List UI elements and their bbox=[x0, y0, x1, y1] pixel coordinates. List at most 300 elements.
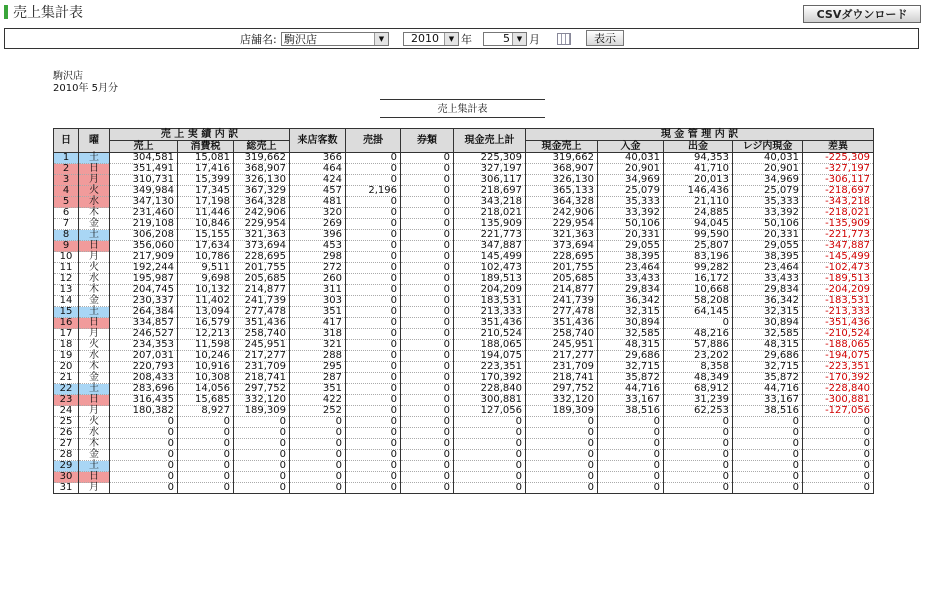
value-cell: 0 bbox=[346, 164, 401, 175]
day-cell: 8 bbox=[54, 230, 79, 241]
value-cell: 396 bbox=[290, 230, 346, 241]
value-cell: 94,353 bbox=[664, 153, 733, 164]
value-cell: 347,130 bbox=[110, 197, 178, 208]
value-cell: 319,662 bbox=[234, 153, 290, 164]
value-cell: 228,840 bbox=[454, 384, 526, 395]
value-cell: 192,244 bbox=[110, 263, 178, 274]
value-cell: 304,581 bbox=[110, 153, 178, 164]
header-register-cash: レジ内現金 bbox=[733, 141, 803, 153]
value-cell: 0 bbox=[598, 439, 664, 450]
value-cell: 242,906 bbox=[526, 208, 598, 219]
value-cell: 0 bbox=[664, 461, 733, 472]
value-cell: 417 bbox=[290, 318, 346, 329]
value-cell: 234,353 bbox=[110, 340, 178, 351]
value-cell: 0 bbox=[234, 417, 290, 428]
dow-cell: 木 bbox=[79, 362, 110, 373]
header-dow: 曜 bbox=[79, 129, 110, 153]
value-cell: 0 bbox=[803, 439, 874, 450]
dow-cell: 土 bbox=[79, 153, 110, 164]
value-cell: 366 bbox=[290, 153, 346, 164]
header-tax: 消費税 bbox=[178, 141, 234, 153]
value-cell: 0 bbox=[178, 428, 234, 439]
header-day: 日 bbox=[54, 129, 79, 153]
value-cell: 21,110 bbox=[664, 197, 733, 208]
value-cell: 32,315 bbox=[733, 307, 803, 318]
value-cell: 0 bbox=[401, 351, 454, 362]
value-cell: 0 bbox=[346, 384, 401, 395]
value-cell: 217,909 bbox=[110, 252, 178, 263]
value-cell: 32,585 bbox=[733, 329, 803, 340]
value-cell: 225,309 bbox=[454, 153, 526, 164]
value-cell: 0 bbox=[401, 307, 454, 318]
value-cell: 351,436 bbox=[454, 318, 526, 329]
value-cell: 364,328 bbox=[526, 197, 598, 208]
value-cell: 20,013 bbox=[664, 175, 733, 186]
month-select[interactable] bbox=[483, 32, 527, 46]
value-cell: 62,253 bbox=[664, 406, 733, 417]
report-store-info bbox=[53, 71, 118, 95]
day-cell: 29 bbox=[54, 461, 79, 472]
value-cell: 272 bbox=[290, 263, 346, 274]
value-cell: 326,130 bbox=[526, 175, 598, 186]
value-cell: 44,716 bbox=[598, 384, 664, 395]
value-cell: 0 bbox=[346, 307, 401, 318]
sales-summary-table bbox=[53, 128, 874, 494]
value-cell: 208,433 bbox=[110, 373, 178, 384]
header-deposit: 入金 bbox=[598, 141, 664, 153]
value-cell: 0 bbox=[346, 296, 401, 307]
value-cell: 35,872 bbox=[598, 373, 664, 384]
value-cell: 219,108 bbox=[110, 219, 178, 230]
value-cell: 9,698 bbox=[178, 274, 234, 285]
value-cell: 48,315 bbox=[598, 340, 664, 351]
value-cell: 0 bbox=[401, 296, 454, 307]
value-cell: -213,333 bbox=[803, 307, 874, 318]
value-cell: 11,598 bbox=[178, 340, 234, 351]
value-cell: 0 bbox=[598, 461, 664, 472]
value-cell: 0 bbox=[234, 450, 290, 461]
header-difference: 差異 bbox=[803, 141, 874, 153]
table-row bbox=[54, 186, 874, 197]
value-cell: 332,120 bbox=[234, 395, 290, 406]
value-cell: 11,402 bbox=[178, 296, 234, 307]
value-cell: 34,969 bbox=[733, 175, 803, 186]
value-cell: -306,117 bbox=[803, 175, 874, 186]
year-suffix: 年 bbox=[461, 32, 472, 46]
dow-cell: 木 bbox=[79, 285, 110, 296]
dow-cell: 土 bbox=[79, 384, 110, 395]
value-cell: 464 bbox=[290, 164, 346, 175]
value-cell: 35,333 bbox=[733, 197, 803, 208]
table-row bbox=[54, 208, 874, 219]
value-cell: 245,951 bbox=[526, 340, 598, 351]
day-cell: 22 bbox=[54, 384, 79, 395]
value-cell: 41,710 bbox=[664, 164, 733, 175]
value-cell: 231,709 bbox=[526, 362, 598, 373]
value-cell: -218,697 bbox=[803, 186, 874, 197]
value-cell: 0 bbox=[401, 241, 454, 252]
value-cell: 0 bbox=[454, 483, 526, 494]
value-cell: 14,056 bbox=[178, 384, 234, 395]
year-select[interactable] bbox=[403, 32, 459, 46]
value-cell: 10,308 bbox=[178, 373, 234, 384]
page-title: 売上集計表 bbox=[13, 5, 83, 21]
value-cell: 258,740 bbox=[234, 329, 290, 340]
value-cell: 217,277 bbox=[526, 351, 598, 362]
value-cell: 0 bbox=[290, 439, 346, 450]
value-cell: -300,881 bbox=[803, 395, 874, 406]
value-cell: 24,885 bbox=[664, 208, 733, 219]
value-cell: 297,752 bbox=[234, 384, 290, 395]
value-cell: 48,216 bbox=[664, 329, 733, 340]
value-cell: 0 bbox=[401, 439, 454, 450]
value-cell: 16,172 bbox=[664, 274, 733, 285]
value-cell: 99,282 bbox=[664, 263, 733, 274]
value-cell: -327,197 bbox=[803, 164, 874, 175]
value-cell: 0 bbox=[664, 483, 733, 494]
value-cell: 0 bbox=[401, 252, 454, 263]
store-label: 店舗名: bbox=[240, 32, 277, 46]
value-cell: 10,916 bbox=[178, 362, 234, 373]
value-cell: 15,081 bbox=[178, 153, 234, 164]
table-row bbox=[54, 362, 874, 373]
value-cell: 0 bbox=[346, 263, 401, 274]
value-cell: 316,435 bbox=[110, 395, 178, 406]
table-row bbox=[54, 351, 874, 362]
table-row bbox=[54, 461, 874, 472]
value-cell: 0 bbox=[803, 450, 874, 461]
table-row bbox=[54, 450, 874, 461]
value-cell: 0 bbox=[598, 483, 664, 494]
value-cell: 260 bbox=[290, 274, 346, 285]
value-cell: 0 bbox=[598, 450, 664, 461]
value-cell: 0 bbox=[401, 175, 454, 186]
value-cell: 0 bbox=[346, 362, 401, 373]
value-cell: -218,021 bbox=[803, 208, 874, 219]
dow-cell: 木 bbox=[79, 439, 110, 450]
day-cell: 16 bbox=[54, 318, 79, 329]
day-cell: 26 bbox=[54, 428, 79, 439]
value-cell: 0 bbox=[664, 472, 733, 483]
value-cell: 207,031 bbox=[110, 351, 178, 362]
day-cell: 18 bbox=[54, 340, 79, 351]
chevron-down-icon: ▼ bbox=[374, 33, 388, 45]
value-cell: 213,333 bbox=[454, 307, 526, 318]
value-cell: 0 bbox=[526, 472, 598, 483]
value-cell: 306,117 bbox=[454, 175, 526, 186]
title-accent-bar bbox=[4, 5, 8, 19]
value-cell: 0 bbox=[178, 450, 234, 461]
value-cell: 0 bbox=[401, 362, 454, 373]
day-cell: 10 bbox=[54, 252, 79, 263]
dow-cell: 水 bbox=[79, 197, 110, 208]
value-cell: 29,686 bbox=[598, 351, 664, 362]
value-cell: 36,342 bbox=[598, 296, 664, 307]
value-cell: 183,531 bbox=[454, 296, 526, 307]
value-cell: 0 bbox=[234, 472, 290, 483]
value-cell: 0 bbox=[346, 230, 401, 241]
value-cell: 0 bbox=[178, 417, 234, 428]
value-cell: 321 bbox=[290, 340, 346, 351]
dow-cell: 月 bbox=[79, 483, 110, 494]
table-row bbox=[54, 417, 874, 428]
value-cell: 351,491 bbox=[110, 164, 178, 175]
value-cell: 201,755 bbox=[526, 263, 598, 274]
value-cell: -343,218 bbox=[803, 197, 874, 208]
value-cell: 311 bbox=[290, 285, 346, 296]
value-cell: 12,213 bbox=[178, 329, 234, 340]
value-cell: 0 bbox=[454, 450, 526, 461]
value-cell: 33,167 bbox=[598, 395, 664, 406]
value-cell: 0 bbox=[401, 219, 454, 230]
value-cell: 0 bbox=[401, 318, 454, 329]
value-cell: 23,464 bbox=[733, 263, 803, 274]
value-cell: 424 bbox=[290, 175, 346, 186]
value-cell: 102,473 bbox=[454, 263, 526, 274]
value-cell: -194,075 bbox=[803, 351, 874, 362]
value-cell: 8,927 bbox=[178, 406, 234, 417]
value-cell: 229,954 bbox=[526, 219, 598, 230]
value-cell: 349,984 bbox=[110, 186, 178, 197]
table-row bbox=[54, 373, 874, 384]
value-cell: 38,516 bbox=[598, 406, 664, 417]
value-cell: 334,857 bbox=[110, 318, 178, 329]
value-cell: 0 bbox=[401, 483, 454, 494]
value-cell: 368,907 bbox=[234, 164, 290, 175]
report-store-name: 駒沢店 bbox=[53, 71, 83, 82]
value-cell: 351,436 bbox=[234, 318, 290, 329]
value-cell: 0 bbox=[178, 439, 234, 450]
dow-cell: 水 bbox=[79, 274, 110, 285]
value-cell: 68,912 bbox=[664, 384, 733, 395]
dow-cell: 日 bbox=[79, 241, 110, 252]
value-cell: 135,909 bbox=[454, 219, 526, 230]
value-cell: 0 bbox=[401, 153, 454, 164]
value-cell: -145,499 bbox=[803, 252, 874, 263]
value-cell: 32,585 bbox=[598, 329, 664, 340]
value-cell: 0 bbox=[733, 461, 803, 472]
value-cell: 221,773 bbox=[454, 230, 526, 241]
value-cell: 0 bbox=[290, 450, 346, 461]
header-voucher: 券類 bbox=[401, 129, 454, 153]
value-cell: 0 bbox=[664, 428, 733, 439]
value-cell: -221,773 bbox=[803, 230, 874, 241]
header-cash-total: 現金売上計 bbox=[454, 129, 526, 153]
value-cell: 0 bbox=[346, 428, 401, 439]
value-cell: 29,055 bbox=[598, 241, 664, 252]
value-cell: 0 bbox=[346, 252, 401, 263]
day-cell: 30 bbox=[54, 472, 79, 483]
store-select[interactable] bbox=[281, 32, 389, 46]
value-cell: 0 bbox=[346, 483, 401, 494]
day-cell: 20 bbox=[54, 362, 79, 373]
value-cell: -189,513 bbox=[803, 274, 874, 285]
table-row bbox=[54, 274, 874, 285]
value-cell: 218,741 bbox=[526, 373, 598, 384]
value-cell: 223,351 bbox=[454, 362, 526, 373]
value-cell: 29,834 bbox=[733, 285, 803, 296]
table-row bbox=[54, 483, 874, 494]
value-cell: -102,473 bbox=[803, 263, 874, 274]
value-cell: 0 bbox=[664, 439, 733, 450]
value-cell: 210,524 bbox=[454, 329, 526, 340]
dow-cell: 月 bbox=[79, 406, 110, 417]
value-cell: 218,021 bbox=[454, 208, 526, 219]
value-cell: 205,685 bbox=[234, 274, 290, 285]
value-cell: 0 bbox=[526, 417, 598, 428]
value-cell: 48,349 bbox=[664, 373, 733, 384]
value-cell: 326,130 bbox=[234, 175, 290, 186]
header-cash-group: 現 金 管 理 内 訳 bbox=[526, 129, 874, 141]
value-cell: 10,846 bbox=[178, 219, 234, 230]
dow-cell: 土 bbox=[79, 461, 110, 472]
value-cell: 36,342 bbox=[733, 296, 803, 307]
table-row bbox=[54, 307, 874, 318]
csv-download-button[interactable]: CSVダウンロード bbox=[803, 5, 921, 23]
day-cell: 23 bbox=[54, 395, 79, 406]
value-cell: 0 bbox=[346, 241, 401, 252]
value-cell: 0 bbox=[346, 472, 401, 483]
header-withdrawal: 出金 bbox=[664, 141, 733, 153]
year-select-value: 2010 bbox=[411, 32, 439, 45]
value-cell: 0 bbox=[526, 450, 598, 461]
value-cell: 64,145 bbox=[664, 307, 733, 318]
value-cell: 351 bbox=[290, 384, 346, 395]
value-cell: 0 bbox=[346, 406, 401, 417]
value-cell: 38,395 bbox=[598, 252, 664, 263]
day-cell: 12 bbox=[54, 274, 79, 285]
value-cell: 0 bbox=[346, 373, 401, 384]
value-cell: 0 bbox=[733, 483, 803, 494]
day-cell: 4 bbox=[54, 186, 79, 197]
value-cell: 0 bbox=[733, 450, 803, 461]
value-cell: 0 bbox=[664, 417, 733, 428]
dow-cell: 月 bbox=[79, 329, 110, 340]
value-cell: 241,739 bbox=[526, 296, 598, 307]
table-row bbox=[54, 428, 874, 439]
table-row bbox=[54, 263, 874, 274]
value-cell: 31,239 bbox=[664, 395, 733, 406]
value-cell: 0 bbox=[346, 197, 401, 208]
value-cell: 38,395 bbox=[733, 252, 803, 263]
dow-cell: 火 bbox=[79, 417, 110, 428]
value-cell: -183,531 bbox=[803, 296, 874, 307]
value-cell: 44,716 bbox=[733, 384, 803, 395]
table-row bbox=[54, 384, 874, 395]
value-cell: 94,045 bbox=[664, 219, 733, 230]
dow-cell: 金 bbox=[79, 296, 110, 307]
value-cell: 0 bbox=[526, 439, 598, 450]
chevron-down-icon: ▼ bbox=[512, 33, 526, 45]
value-cell: 351,436 bbox=[526, 318, 598, 329]
value-cell: 0 bbox=[110, 472, 178, 483]
value-cell: 0 bbox=[401, 230, 454, 241]
value-cell: 218,697 bbox=[454, 186, 526, 197]
table-row bbox=[54, 285, 874, 296]
value-cell: 17,634 bbox=[178, 241, 234, 252]
table-row bbox=[54, 318, 874, 329]
value-cell: 0 bbox=[401, 340, 454, 351]
page-header bbox=[4, 4, 83, 20]
value-cell: 422 bbox=[290, 395, 346, 406]
value-cell: 195,987 bbox=[110, 274, 178, 285]
value-cell: 347,887 bbox=[454, 241, 526, 252]
value-cell: 10,668 bbox=[664, 285, 733, 296]
table-row bbox=[54, 406, 874, 417]
dow-cell: 水 bbox=[79, 351, 110, 362]
value-cell: 0 bbox=[346, 274, 401, 285]
value-cell: 9,511 bbox=[178, 263, 234, 274]
day-cell: 5 bbox=[54, 197, 79, 208]
value-cell: 0 bbox=[110, 417, 178, 428]
value-cell: 0 bbox=[110, 450, 178, 461]
value-cell: 189,513 bbox=[454, 274, 526, 285]
value-cell: 321,363 bbox=[234, 230, 290, 241]
value-cell: 17,345 bbox=[178, 186, 234, 197]
value-cell: 231,460 bbox=[110, 208, 178, 219]
table-row bbox=[54, 230, 874, 241]
value-cell: 220,793 bbox=[110, 362, 178, 373]
value-cell: 0 bbox=[401, 384, 454, 395]
value-cell: 295 bbox=[290, 362, 346, 373]
value-cell: 214,877 bbox=[526, 285, 598, 296]
value-cell: -188,065 bbox=[803, 340, 874, 351]
table-row bbox=[54, 340, 874, 351]
value-cell: 0 bbox=[178, 472, 234, 483]
value-cell: 40,031 bbox=[733, 153, 803, 164]
table-row bbox=[54, 472, 874, 483]
value-cell: 11,446 bbox=[178, 208, 234, 219]
value-cell: 20,901 bbox=[733, 164, 803, 175]
value-cell: 367,329 bbox=[234, 186, 290, 197]
value-cell: 264,384 bbox=[110, 307, 178, 318]
value-cell: 38,516 bbox=[733, 406, 803, 417]
value-cell: 0 bbox=[526, 483, 598, 494]
value-cell: 283,696 bbox=[110, 384, 178, 395]
month-suffix: 月 bbox=[529, 32, 540, 46]
value-cell: 0 bbox=[346, 153, 401, 164]
value-cell: 205,685 bbox=[526, 274, 598, 285]
day-cell: 2 bbox=[54, 164, 79, 175]
dow-cell: 火 bbox=[79, 340, 110, 351]
value-cell: 269 bbox=[290, 219, 346, 230]
value-cell: 0 bbox=[401, 274, 454, 285]
header-sales: 売上 bbox=[110, 141, 178, 153]
value-cell: 0 bbox=[110, 461, 178, 472]
value-cell: 25,079 bbox=[598, 186, 664, 197]
value-cell: 0 bbox=[664, 450, 733, 461]
value-cell: 127,056 bbox=[454, 406, 526, 417]
value-cell: 0 bbox=[401, 406, 454, 417]
value-cell: 0 bbox=[110, 439, 178, 450]
value-cell: 373,694 bbox=[234, 241, 290, 252]
value-cell: -204,209 bbox=[803, 285, 874, 296]
value-cell: 230,337 bbox=[110, 296, 178, 307]
value-cell: 0 bbox=[178, 461, 234, 472]
value-cell: 16,579 bbox=[178, 318, 234, 329]
value-cell: 277,478 bbox=[234, 307, 290, 318]
value-cell: 20,331 bbox=[598, 230, 664, 241]
day-cell: 9 bbox=[54, 241, 79, 252]
calendar-icon[interactable] bbox=[557, 33, 571, 45]
value-cell: 29,834 bbox=[598, 285, 664, 296]
dow-cell: 日 bbox=[79, 164, 110, 175]
day-cell: 6 bbox=[54, 208, 79, 219]
value-cell: 35,333 bbox=[598, 197, 664, 208]
value-cell: 0 bbox=[401, 285, 454, 296]
value-cell: 57,886 bbox=[664, 340, 733, 351]
show-button[interactable]: 表示 bbox=[586, 30, 624, 46]
